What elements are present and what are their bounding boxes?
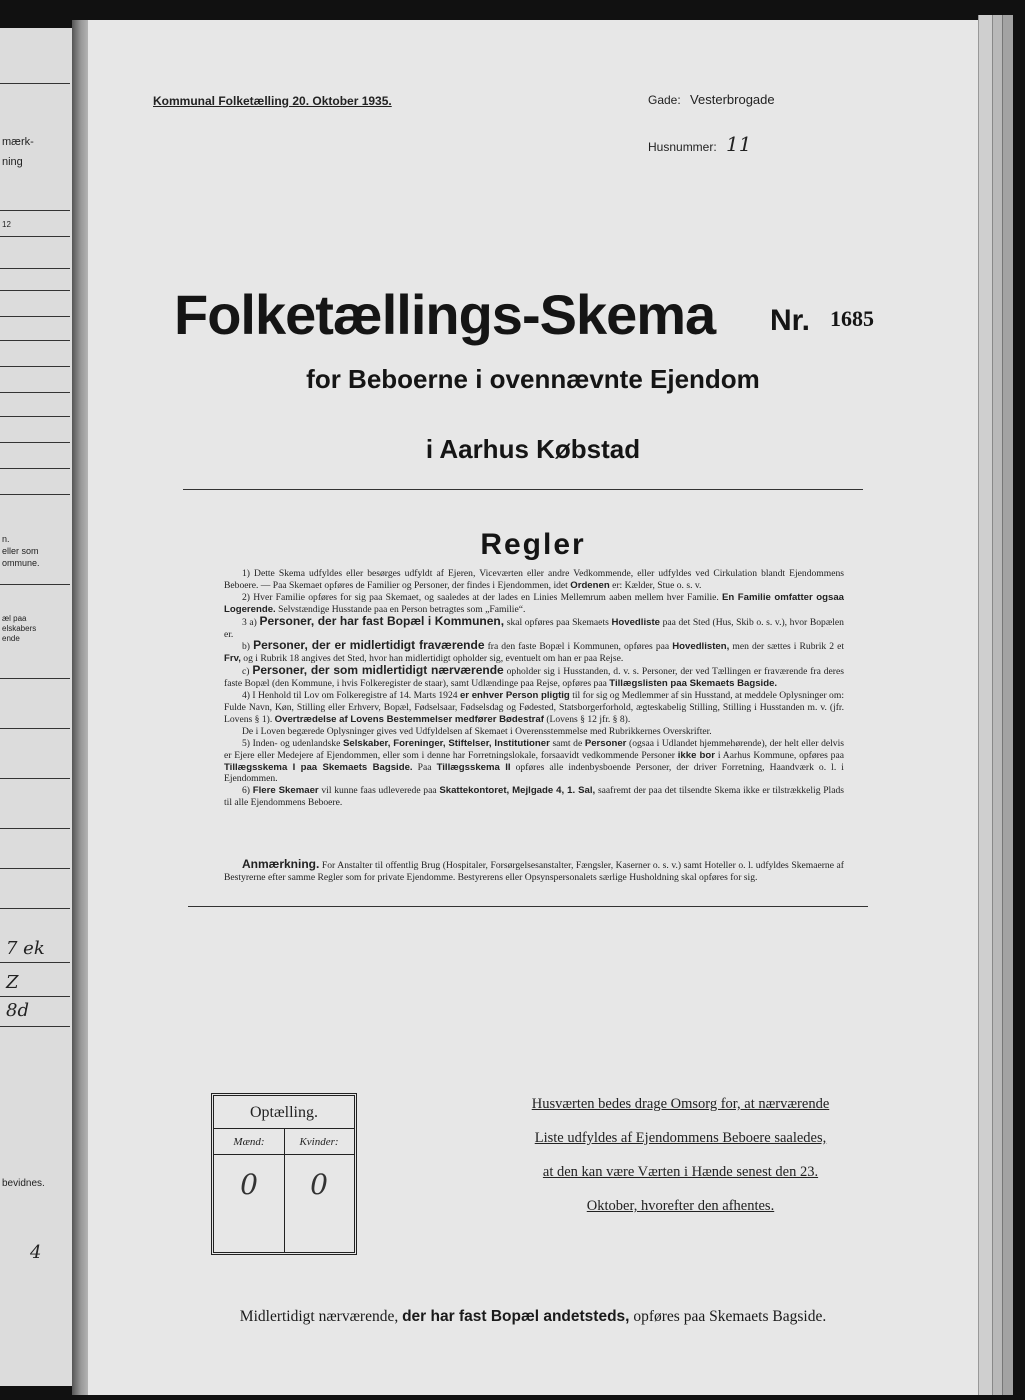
left-rule — [0, 494, 70, 495]
left-handwriting: 8d — [6, 1000, 29, 1021]
form-subtitle: for Beboerne i ovennævnte Ejendom — [306, 364, 760, 394]
census-form-page — [88, 20, 978, 1395]
rule-6: 6) Flere Skemaer vil kunne faas udleverede paa Skattekontoret, Mejlgade 4, 1. Sal, saafremt der paa det tilsendte Skema ikke er tilstrækkelig Plads til alle Ejendommens Beboere. — [224, 785, 844, 809]
anmaerkning — [224, 858, 844, 884]
rule-5: 5) Inden- og udenlandske Selskaber, Foreninger, Stiftelser, Institutioner samt de Personer (ogsaa i Udlandet hjemmehørende), der helt eller delvis er Ejere eller Medejere af Ejendommen, eller som i denne har Forretningslokale, forsaavidt vedkommende Personer ikke bor i Aarhus Kommune, opføres paa Tillægsskema I paa Skemaets Bagside. Paa Tillægsskema II opføres alle indenbysboende Personer, der driver Forretning, Haandværk o. l. i Ejendommen. — [224, 737, 844, 785]
left-rule — [0, 210, 70, 211]
left-handwriting: 7 ek — [6, 938, 45, 959]
left-fragment: mærk- — [2, 136, 34, 148]
gade-label: Gade: — [648, 93, 681, 107]
left-fragment: eller som — [2, 546, 39, 556]
left-fragment: n. — [2, 534, 10, 544]
left-rule — [0, 290, 70, 291]
maend-count: 0 — [240, 1168, 258, 1201]
left-rule — [0, 584, 70, 585]
left-rule — [0, 962, 70, 963]
maend-label: Mænd: — [233, 1136, 265, 1148]
left-rule — [0, 236, 70, 237]
left-fragment: ning — [2, 156, 23, 168]
gade-field — [648, 92, 775, 107]
left-rule — [0, 678, 70, 679]
notice-line: at den kan være Værten i Hænde senest den 23. — [542, 1164, 819, 1180]
left-fragment: bevidnes. — [2, 1178, 45, 1189]
left-rule — [0, 268, 70, 269]
rule-2: 2) Hver Familie opføres for sig paa Skemaet, og saaledes at der lades en Linies Mellemrum aaben mellem hver Familie. En Familie omfatter ogsaa Logerende. Selvstændige Husstande paa en Person betragtes som „Familie“. — [224, 591, 844, 615]
left-rule — [0, 996, 70, 997]
form-title: Folketællings-Skema — [174, 283, 716, 346]
form-number: 1685 — [830, 306, 874, 331]
left-rule — [0, 1026, 70, 1027]
optaelling-box — [211, 1093, 357, 1255]
notice-line: Husværten bedes drage Omsorg for, at nærværende — [531, 1096, 830, 1112]
left-handwriting: 4 — [30, 1242, 42, 1263]
regler-heading: Regler — [480, 528, 586, 561]
left-page-fragment — [0, 28, 74, 1386]
divider — [188, 906, 868, 907]
left-rule — [0, 778, 70, 779]
nr-label: Nr. — [770, 304, 811, 337]
left-rule — [0, 83, 70, 84]
anmaerkning-label: Anmærkning. — [242, 857, 320, 871]
left-rule — [0, 316, 70, 317]
left-fragment: elskabers — [2, 624, 37, 633]
left-rule — [0, 728, 70, 729]
census-title-line: Kommunal Folketælling 20. Oktober 1935. — [153, 94, 392, 108]
rule-3c: c) Personer, der som midlertidigt nærværende opholder sig i Husstanden, d. v. s. Personer, der ved Tællingen er fraværende fra deres faste Bopæl (den Kommune, i hvis Folkeregister de staar), samt Udlændinge paa Rejse, opføres paa Tillægslisten paa Skemaets Bagside. — [224, 663, 844, 690]
husnummer-label: Husnummer: — [648, 140, 717, 154]
left-handwriting: Z — [6, 972, 19, 993]
left-rule — [0, 868, 70, 869]
rule-4b: De i Loven begærede Oplysninger gives ved Udfyldelsen af Skemaet i Overensstemmelse med Rubrikkernes Overskrifter. — [242, 725, 712, 737]
form-subtitle-city: i Aarhus Købstad — [425, 434, 641, 464]
optaelling-title: Optælling. — [249, 1104, 318, 1121]
left-fragment: 12 — [2, 220, 11, 229]
husnummer-field — [648, 132, 751, 156]
kvinder-count: 0 — [310, 1168, 328, 1201]
left-rule — [0, 442, 70, 443]
kvinder-label: Kvinder: — [299, 1136, 339, 1148]
left-fragment: æl paa — [2, 614, 27, 623]
page-edge — [1002, 15, 1013, 1395]
anmaerkning-text: For Anstalter til offentlig Brug (Hospitaler, Forsørgelsesanstalter, Fængsler, Kaserner o. s. v.) samt Hoteller o. l. udfyldes Skemaerne af Bestyrerne efter samme Regler som for private Ejendomme. Bestyrerens eller Opsynspersonalets særlige Husholdning skal opføres for sig. — [224, 860, 844, 883]
husnummer-value: 11 — [726, 132, 752, 156]
footer-note: Midlertidigt nærværende, der har fast Bopæl andetsteds, opføres paa Skemaets Bagside. — [239, 1308, 827, 1325]
left-rule — [0, 340, 70, 341]
left-rule — [0, 828, 70, 829]
rules-text — [224, 568, 844, 809]
left-fragment: ende — [2, 634, 20, 643]
left-rule — [0, 908, 70, 909]
page-edge — [978, 15, 993, 1395]
rule-3a: 3 a) Personer, der har fast Bopæl i Kommunen, skal opføres paa Skemaets Hovedliste paa det Sted (Hus, Skib o. s. v.), hvor Bopælen er. — [224, 613, 844, 640]
left-rule — [0, 416, 70, 417]
divider — [183, 489, 863, 490]
rule-1: 1) Dette Skema udfyldes eller besørges udfyldt af Ejeren, Viceværten eller andre Vedkommende, eller udfyldes ved Cirkulation blandt Ejendommens Beboere. — Paa Skemaet opføres de Familier og Personer, der findes i Ejendommen, idet Ordenen er: Kælder, Stue o. s. v. — [224, 568, 844, 591]
left-rule — [0, 366, 70, 367]
left-rule — [0, 468, 70, 469]
notice-line: Liste udfyldes af Ejendommens Beboere saaledes, — [534, 1130, 827, 1146]
notice-line: Oktober, hvorefter den afhentes. — [586, 1198, 775, 1214]
left-fragment: ommune. — [2, 558, 40, 568]
gade-value: Vesterbrogade — [690, 92, 775, 107]
left-rule — [0, 392, 70, 393]
rule-4: 4) I Henhold til Lov om Folkeregistre af 14. Marts 1924 er enhver Person pligtig til for sig og Medlemmer af sin Husstand, at meddele Oplysninger om: Fulde Navn, Køn, Stilling eller Erhverv, Bopæl, Fødselsaar, Fødselsdag og Fødested, Statsborgerforhold, ægteskabelig Stilling, Stilling i Husstanden m. v. (jfr. Lovens § 1). Overtrædelse af Lovens Bestemmelser medfører Bødestraf (Lovens § 12 jfr. § 8). — [224, 690, 844, 725]
rule-3b: b) Personer, der er midlertidigt fraværende fra den faste Bopæl i Kommunen, opføres paa Hovedlisten, men der sættes i Rubrik 2 et Frv, og i Rubrik 18 angives det Sted, hvor han midlertidigt opholder sig, eventuelt om han er paa Rejse. — [224, 638, 845, 665]
